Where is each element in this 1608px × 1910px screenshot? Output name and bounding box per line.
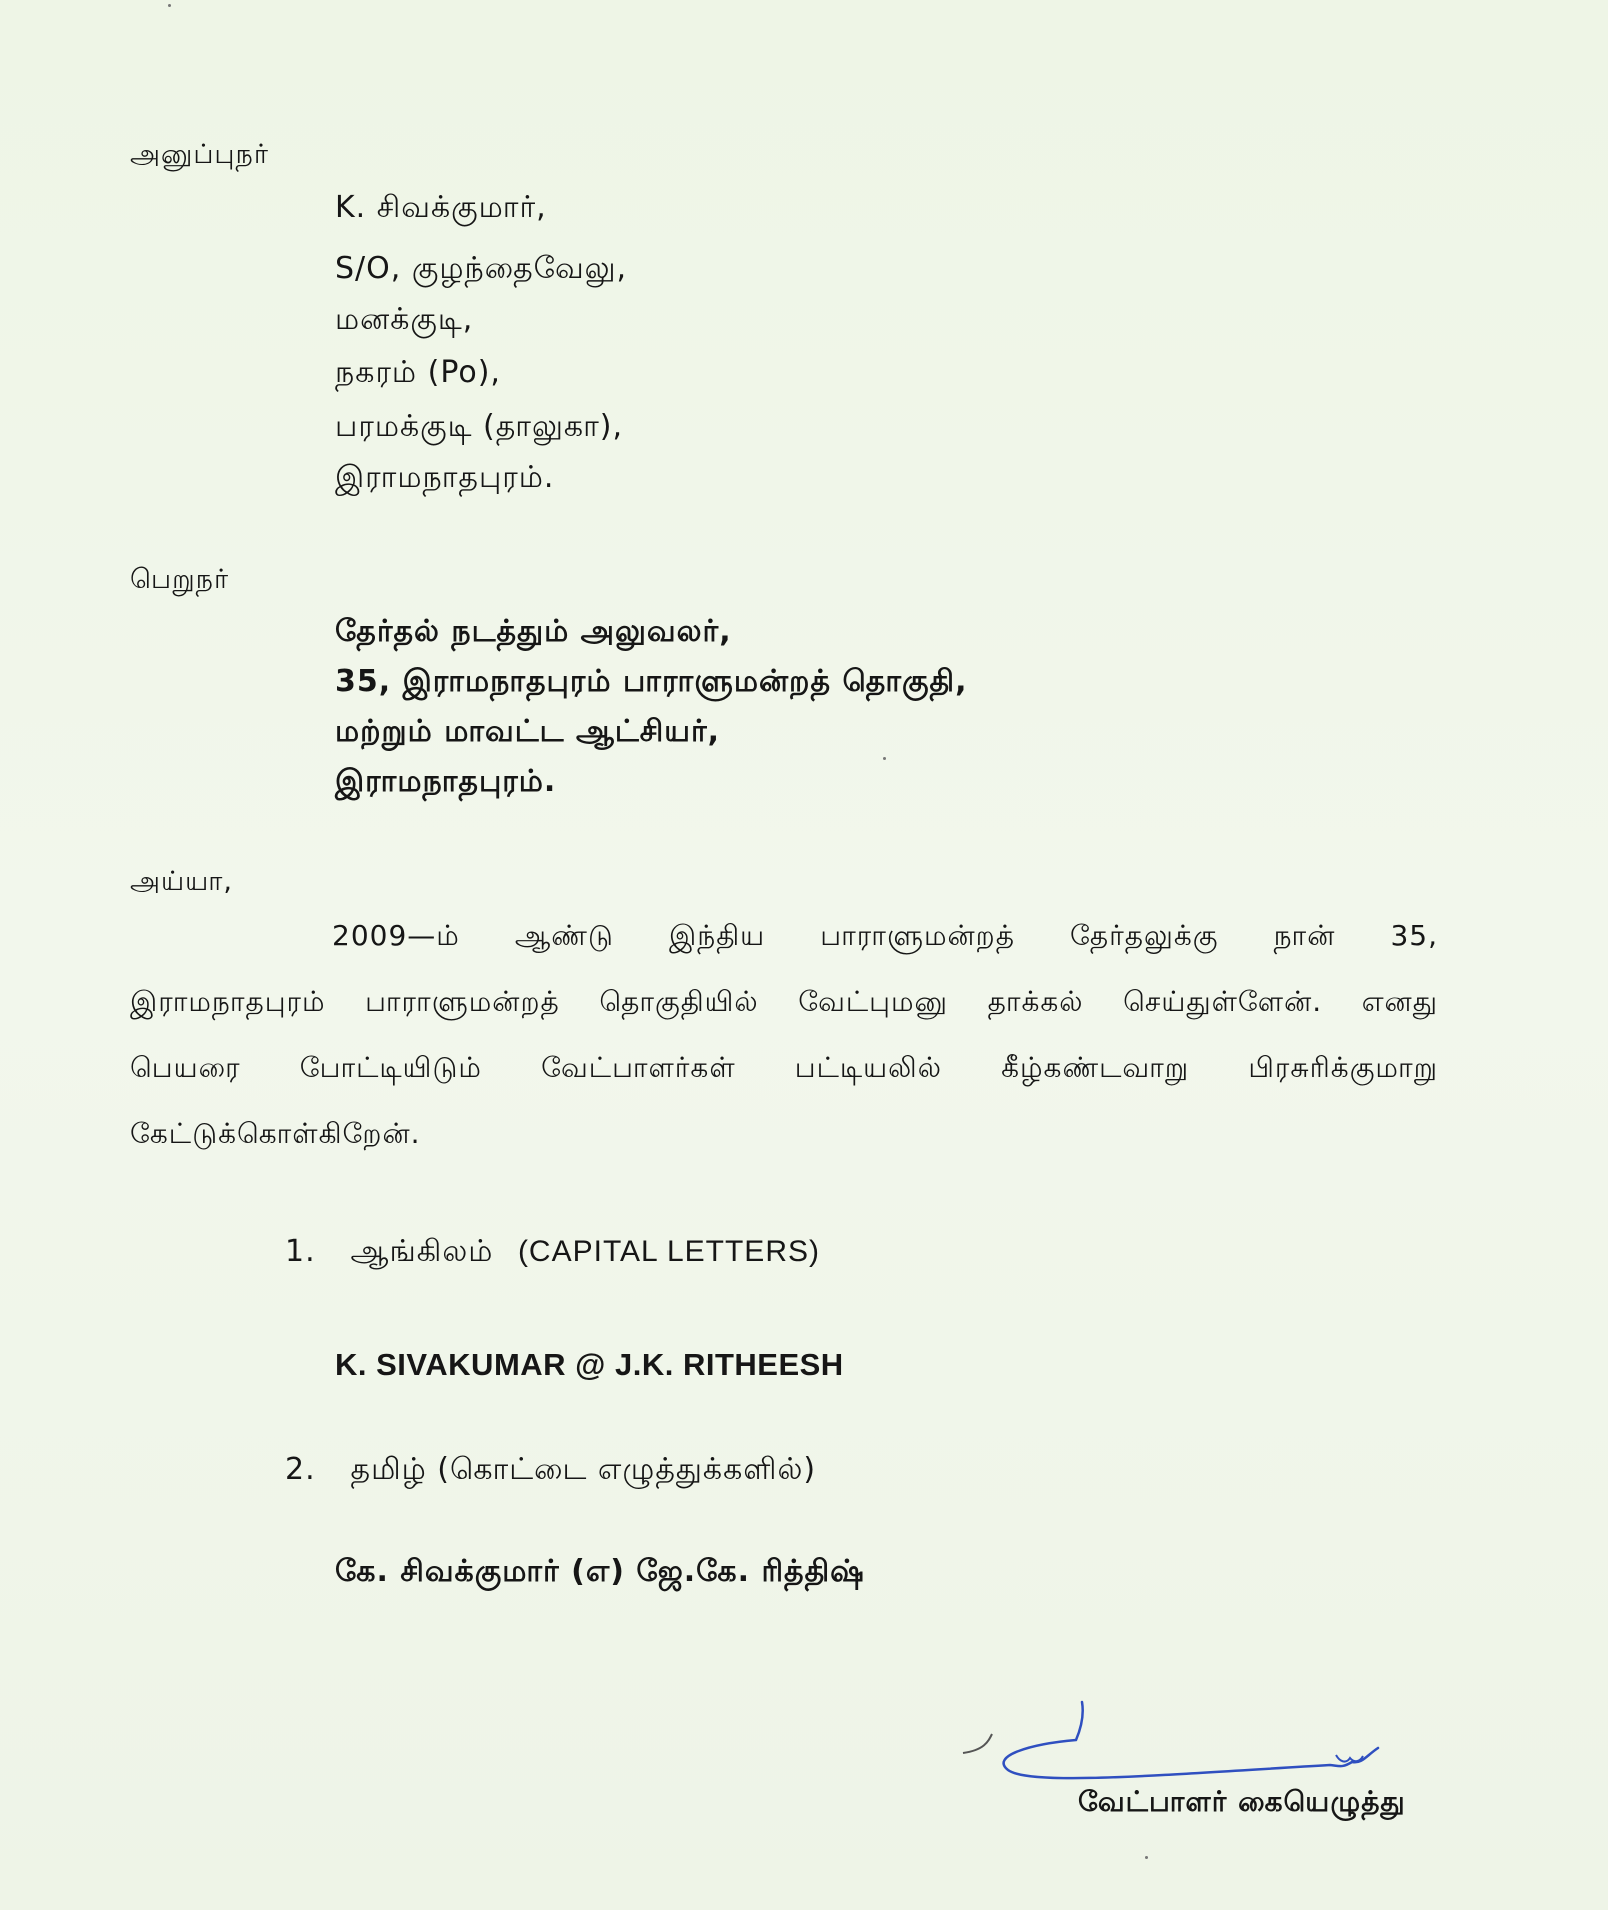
item-1-number: 1. [285,1234,316,1269]
item-2-heading-tamil: தமிழ் (கொட்டை எழுத்துக்களில்) [350,1452,817,1487]
salutation: அய்யா, [130,866,233,897]
sender-label: அனுப்புநர் [130,139,269,170]
signature-caption: வேட்பாளர் கையெழுத்து [1078,1785,1406,1818]
recipient-label: பெறுநர் [130,564,230,595]
candidate-name-english: K. SIVAKUMAR @ J.K. RITHEESH [335,1347,844,1382]
body-line-2: இராமநாதபுரம் பாராளுமன்றத் தொகுதியில் வேட்புமனு தாக்கல் செய்துள்ளேன். எனது [130,985,1438,1018]
sender-line-name: K. சிவக்குமார், [335,190,547,225]
body-line-1: 2009—ம் ஆண்டு இந்திய பாராளுமன்றத் தேர்தலுக்கு நான் 35, [332,919,1438,952]
item-1-heading-tamil: ஆங்கிலம் [350,1234,494,1269]
sender-line-taluk: பரமக்குடி (தாலுகா), [335,409,623,444]
body-line-4: கேட்டுக்கொள்கிறேன். [130,1117,421,1150]
item-2-number: 2. [285,1452,316,1487]
sender-line-village: மனக்குடி, [335,302,474,337]
body-line-3: பெயரை போட்டியிடும் வேட்பாளர்கள் பட்டியலில் கீழ்கண்டவாறு பிரசுரிக்குமாறு [130,1051,1438,1084]
candidate-name-tamil: கே. சிவக்குமார் (எ) ஜே.கே. ரித்திஷ் [335,1554,865,1589]
item-1-heading-latin: (CAPITAL LETTERS) [517,1235,820,1268]
sender-line-post: நகரம் (Po), [335,355,501,390]
item-1-heading [285,1232,820,1272]
scan-speck [883,757,886,760]
recipient-line-constituency: 35, இராமநாதபுரம் பாராளுமன்றத் தொகுதி, [335,664,968,699]
scan-speck [168,4,171,7]
recipient-line-district: இராமநாதபுரம். [335,764,557,799]
sender-line-father: S/O, குழந்தைவேலு, [335,251,628,286]
scan-speck [1145,1856,1148,1859]
body-paragraph [130,916,1438,1154]
item-2-heading [285,1450,816,1490]
recipient-line-officer: தேர்தல் நடத்தும் அலுவலர், [335,614,732,649]
sender-line-district: இராமநாதபுரம். [335,460,555,495]
recipient-line-collector: மற்றும் மாவட்ட ஆட்சியர், [335,714,721,749]
